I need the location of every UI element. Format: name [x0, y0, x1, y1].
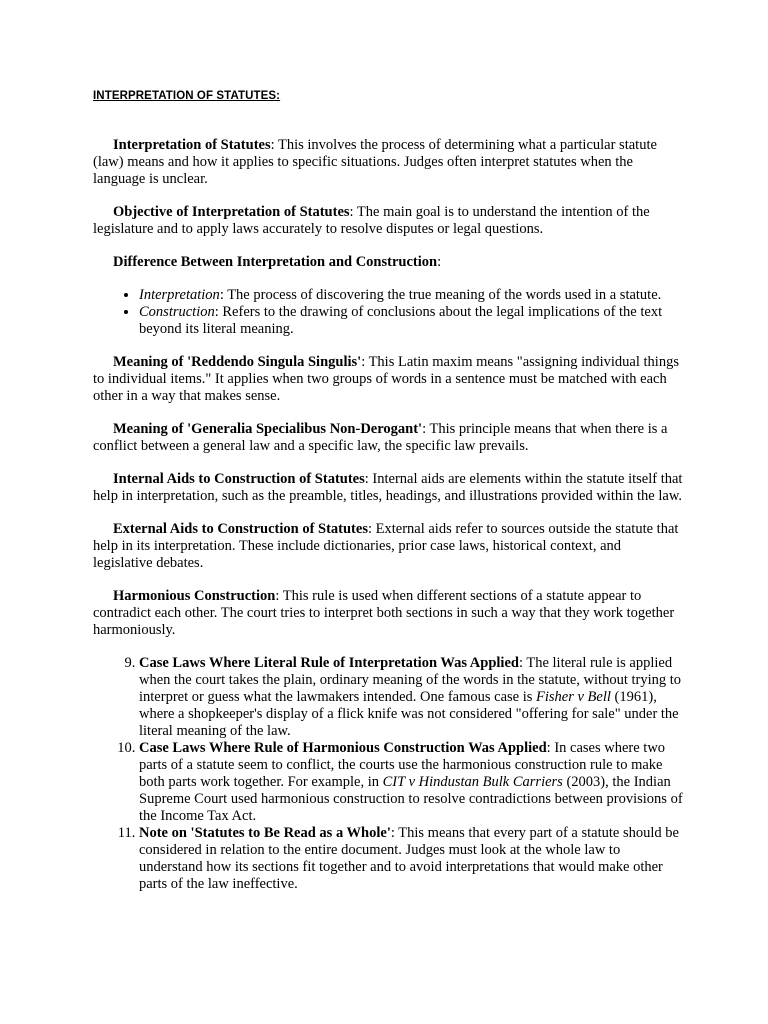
paragraph-text: : External aids refer to sources outside the statute that help in its interpretation. These include dictionaries, prior case laws, historical context, and legislative debates.	[93, 521, 679, 571]
list-term: Interpretation	[139, 287, 220, 303]
list-text: : Refers to the drawing of conclusions about the legal implications of the text beyond its literal meaning.	[139, 304, 663, 337]
paragraph-objective	[93, 204, 683, 238]
paragraph-reddendo	[93, 354, 683, 405]
list-item	[139, 655, 683, 740]
paragraph-term: Meaning of 'Reddendo Singula Singulis'	[113, 354, 362, 370]
list-term: Note on 'Statutes to Be Read as a Whole'	[139, 825, 391, 841]
page-heading: INTERPRETATION OF STATUTES:	[93, 90, 281, 102]
list-item	[139, 825, 683, 893]
paragraph-difference	[93, 254, 683, 271]
list-term: Construction	[139, 304, 215, 320]
paragraph-text: : This Latin maxim means "assigning individual things to individual items." It applies when two groups of words in a sentence must be matched with each other in a way that makes sense.	[93, 354, 679, 404]
paragraph-term: Harmonious Construction	[113, 588, 276, 604]
list-term: Case Laws Where Rule of Harmonious Construction Was Applied	[139, 740, 547, 756]
paragraph-text: : The main goal is to understand the intention of the legislature and to apply laws accurately to resolve disputes or legal questions.	[93, 204, 650, 237]
paragraph-term: Difference Between Interpretation and Construction	[113, 254, 438, 270]
case-name: CIT v Hindustan Bulk Carriers	[382, 774, 563, 790]
paragraph-external-aids	[93, 521, 683, 572]
list-item	[139, 304, 683, 338]
paragraph-term: External Aids to Construction of Statutes	[113, 521, 368, 537]
list-text: : This means that every part of a statute should be considered in relation to the entire document. Judges must look at the whole law to understand how its sections fit together and to avoid interpretations that would make other parts of the law ineffective.	[139, 825, 679, 892]
paragraph-term: Meaning of 'Generalia Specialibus Non-Derogant'	[113, 421, 423, 437]
difference-list	[93, 287, 683, 338]
list-term: Case Laws Where Literal Rule of Interpretation Was Applied	[139, 655, 519, 671]
paragraph-harmonious	[93, 588, 683, 639]
paragraph-term: Internal Aids to Construction of Statutes	[113, 471, 365, 487]
list-item	[139, 740, 683, 825]
paragraph-text: : This rule is used when different sections of a statute appear to contradict each other. The court tries to interpret both sections in such a way that they work together harmoniously.	[93, 588, 675, 638]
paragraph-text: : Internal aids are elements within the statute itself that help in interpretation, such as the preamble, titles, headings, and illustrations provided within the law.	[93, 471, 683, 504]
list-text: : The process of discovering the true meaning of the words used in a statute.	[219, 287, 662, 303]
paragraph-text: : This involves the process of determining what a particular statute (law) means and how it applies to specific situations. Judges often interpret statutes when the language is unclear.	[93, 137, 657, 187]
paragraph-interpretation	[93, 137, 683, 188]
list-text: (2003), the Indian Supreme Court used harmonious construction to resolve contradictions between provisions of the Income Tax Act.	[139, 774, 683, 824]
case-law-list	[93, 655, 683, 893]
list-text: (1961), where a shopkeeper's display of a flick knife was not considered "offering for sale" under the literal meaning of the law.	[139, 689, 679, 739]
paragraph-generalia	[93, 421, 683, 455]
paragraph-term: Objective of Interpretation of Statutes	[113, 204, 350, 220]
paragraph-text: :	[437, 254, 442, 270]
list-text: : In cases where two parts of a statute seem to conflict, the courts use the harmonious construction rule to make both parts work together. For example, in	[139, 740, 666, 790]
list-text: : The literal rule is applied when the court takes the plain, ordinary meaning of the words in the statute, without trying to interpret or guess what the lawmakers intended. One famous case is	[139, 655, 682, 705]
case-name: Fisher v Bell	[536, 689, 611, 705]
document-body	[93, 137, 683, 893]
list-item	[139, 287, 683, 304]
paragraph-internal-aids	[93, 471, 683, 505]
paragraph-term: Interpretation of Statutes	[113, 137, 271, 153]
paragraph-text: : This principle means that when there is a conflict between a general law and a specific law, the specific law prevails.	[93, 421, 668, 454]
